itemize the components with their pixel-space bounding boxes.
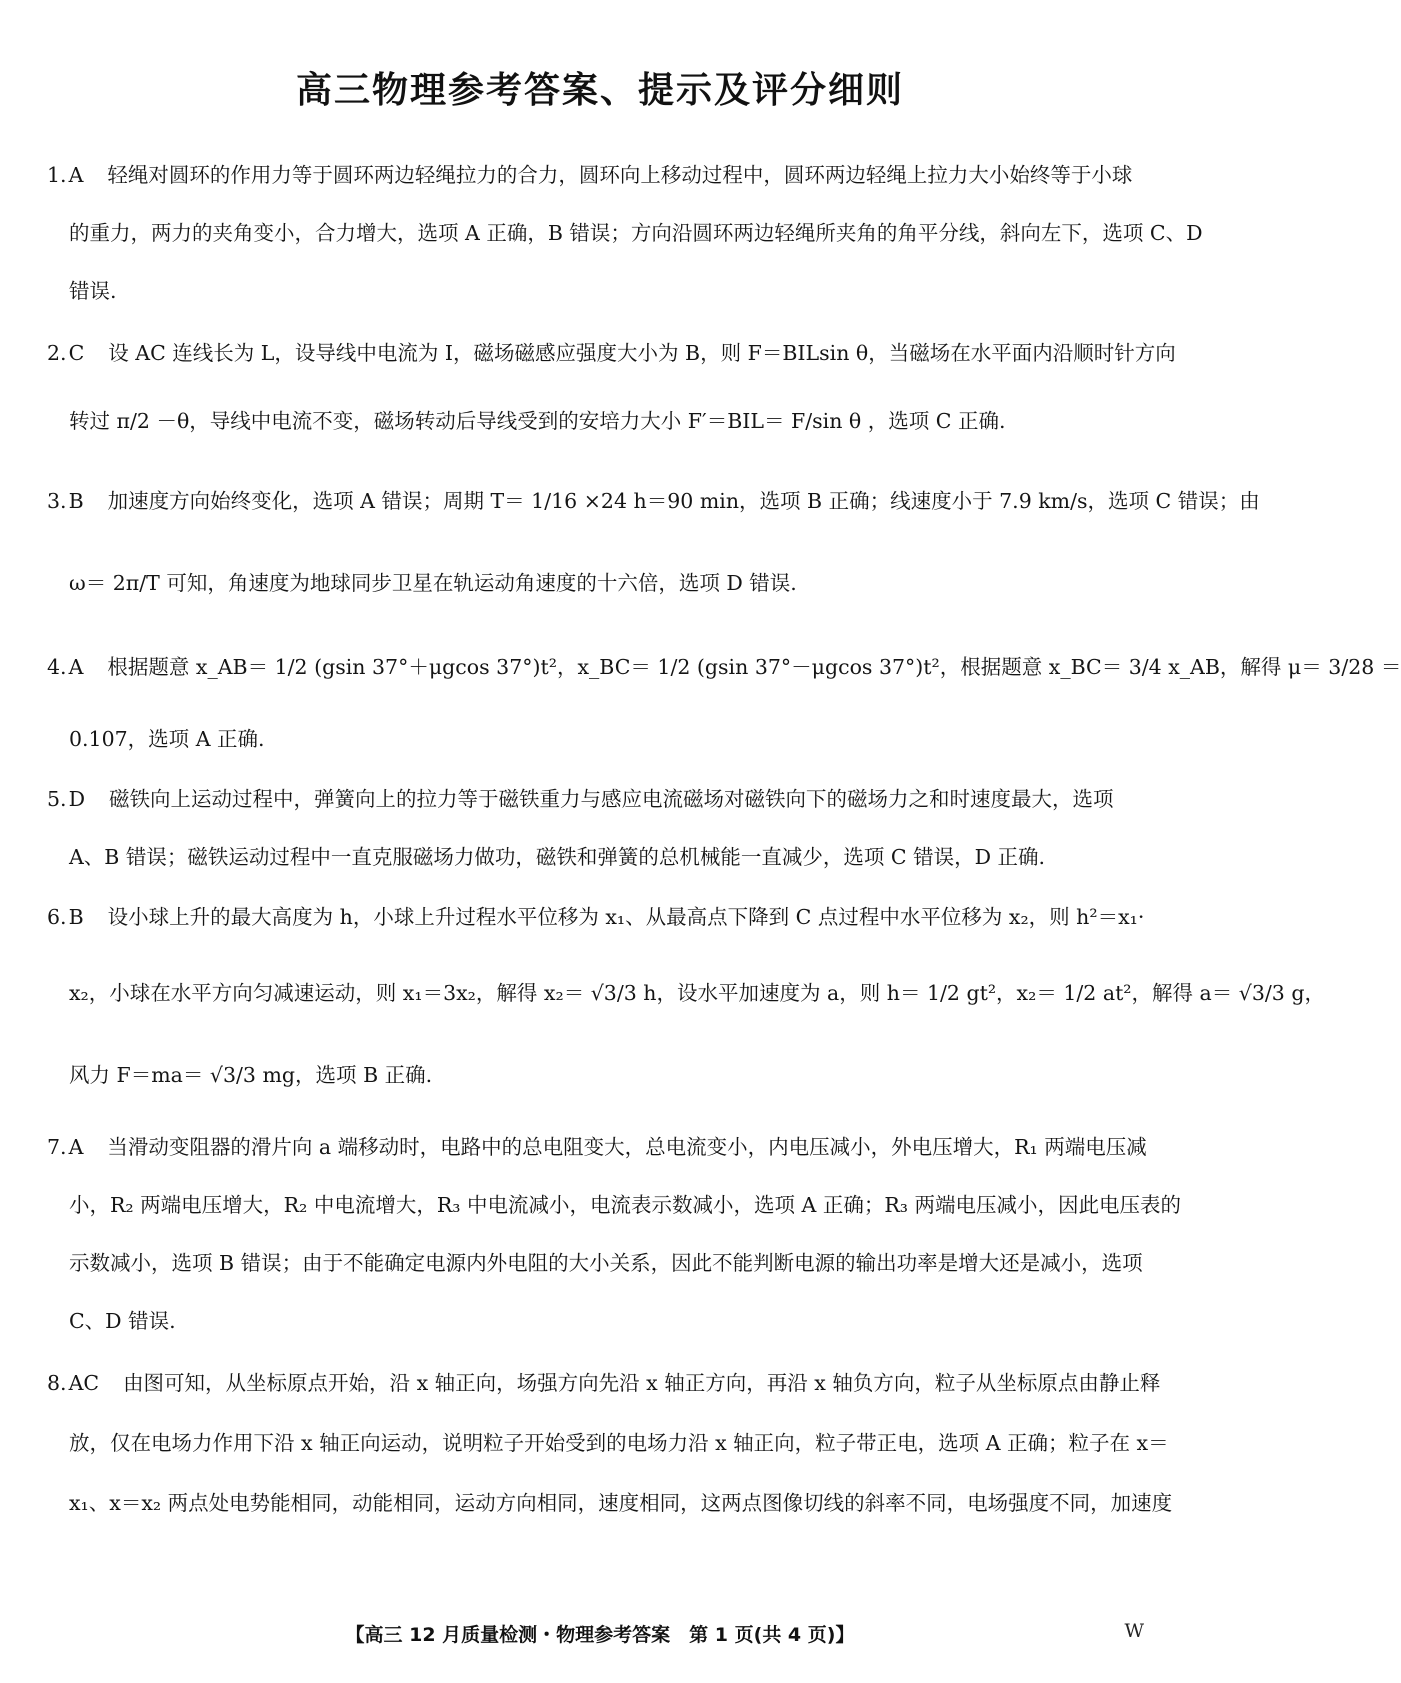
q3-line-1 — [47, 484, 1260, 514]
q2-answer: C — [68, 341, 85, 365]
page-footer: 【高三 12 月质量检测・物理参考答案 第 1 页(共 4 页)】 — [345, 1624, 855, 1646]
q7-line-3: 示数减小，选项 B 错误；由于不能确定电源内外电阻的大小关系，因此不能判断电源的输出功率是增大还是减小，选项 — [69, 1251, 1143, 1275]
q1-line-3: 错误. — [69, 279, 117, 303]
q6-text-1: 设小球上升的最大高度为 h，小球上升过程水平位移为 x₁、从最高点下降到 C 点过程中水平位移为 x₂，则 h²＝x₁· — [107, 905, 1145, 929]
q3-number: 3. — [47, 489, 67, 513]
q1-number: 1. — [47, 163, 67, 187]
q7-text-1: 当滑动变阻器的滑片向 a 端移动时，电路中的总电阻变大，总电流变小，内电压减小，外电压增大，R₁ 两端电压减 — [107, 1135, 1147, 1159]
q3-answer: B — [68, 489, 84, 513]
q1-text-1: 轻绳对圆环的作用力等于圆环两边轻绳拉力的合力，圆环向上移动过程中，圆环两边轻绳上拉力大小始终等于小球 — [107, 163, 1133, 187]
q3-line-2: ω＝ 2π/T 可知，角速度为地球同步卫星在轨运动角速度的十六倍，选项 D 错误. — [69, 571, 797, 595]
q7-line-1 — [47, 1130, 1147, 1160]
q5-answer: D — [68, 787, 85, 811]
q8-text-1: 由图可知，从坐标原点开始，沿 x 轴正向，场强方向先沿 x 轴正方向，再沿 x 轴负方向，粒子从坐标原点由静止释 — [123, 1371, 1161, 1395]
page-title: 高三物理参考答案、提示及评分细则 — [295, 70, 904, 111]
footer-code: W — [1124, 1620, 1144, 1642]
q6-line-2: x₂，小球在水平方向匀减速运动，则 x₁＝3x₂，解得 x₂＝ √3/3 h，设水平加速度为 a，则 h＝ 1/2 gt²，x₂＝ 1/2 at²，解得 a＝ √3/3 g， — [69, 981, 1325, 1005]
q6-line-3: 风力 F＝ma＝ √3/3 mg，选项 B 正确. — [69, 1063, 433, 1087]
q2-number: 2. — [47, 341, 67, 365]
q6-line-1 — [47, 900, 1144, 930]
q5-line-2: A、B 错误；磁铁运动过程中一直克服磁场力做功，磁铁和弹簧的总机械能一直减少，选项 C 错误，D 正确. — [69, 845, 1046, 869]
q8-line-1 — [47, 1366, 1160, 1396]
q3-text-1: 加速度方向始终变化，选项 A 错误；周期 T＝ 1/16 ×24 h＝90 min，选项 B 正确；线速度小于 7.9 km/s，选项 C 错误；由 — [107, 489, 1260, 513]
q5-text-1: 磁铁向上运动过程中，弹簧向上的拉力等于磁铁重力与感应电流磁场对磁铁向下的磁场力之和时速度最大，选项 — [109, 787, 1114, 811]
q6-answer: B — [68, 905, 84, 929]
q8-answer: AC — [68, 1371, 100, 1395]
q8-line-2: 放，仅在电场力作用下沿 x 轴正向运动，说明粒子开始受到的电场力沿 x 轴正向，粒子带正电，选项 A 正确；粒子在 x＝ — [69, 1431, 1169, 1455]
q8-number: 8. — [47, 1371, 67, 1395]
q4-line-2: 0.107，选项 A 正确. — [69, 727, 265, 751]
q4-number: 4. — [47, 655, 67, 679]
q5-number: 5. — [47, 787, 67, 811]
q2-line-2: 转过 π/2 －θ，导线中电流不变，磁场转动后导线受到的安培力大小 F′＝BIL＝ F/sin θ ，选项 C 正确. — [69, 409, 1006, 433]
q7-number: 7. — [47, 1135, 67, 1159]
q1-line-1 — [47, 158, 1132, 188]
q2-text-1: 设 AC 连线长为 L，设导线中电流为 I，磁场磁感应强度大小为 B，则 F＝BILsin θ，当磁场在水平面内沿顺时针方向 — [108, 341, 1176, 365]
q7-answer: A — [68, 1135, 84, 1159]
q1-line-2: 的重力，两力的夹角变小，合力增大，选项 A 正确，B 错误；方向沿圆环两边轻绳所夹角的角平分线，斜向左下，选项 C、D — [69, 221, 1203, 245]
q4-answer: A — [68, 655, 84, 679]
q8-line-3: x₁、x＝x₂ 两点处电势能相同，动能相同，运动方向相同，速度相同，这两点图像切线的斜率不同，电场强度不同，加速度 — [69, 1491, 1173, 1515]
q4-line-1 — [47, 650, 1401, 680]
q4-text-1: 根据题意 x_AB＝ 1/2 (gsin 37°＋μgcos 37°)t²，x_BC＝ 1/2 (gsin 37°－μgcos 37°)t²，根据题意 x_BC＝ 3/4 x_AB，解得 μ＝ 3/28 ＝ — [107, 655, 1401, 679]
q1-answer: A — [68, 163, 84, 187]
q7-line-2: 小，R₂ 两端电压增大，R₂ 中电流增大，R₃ 中电流减小，电流表示数减小，选项 A 正确；R₃ 两端电压减小，因此电压表的 — [69, 1193, 1182, 1217]
q6-number: 6. — [47, 905, 67, 929]
q2-line-1 — [47, 336, 1176, 366]
q7-line-4: C、D 错误. — [69, 1309, 176, 1333]
q5-line-1 — [47, 782, 1114, 812]
